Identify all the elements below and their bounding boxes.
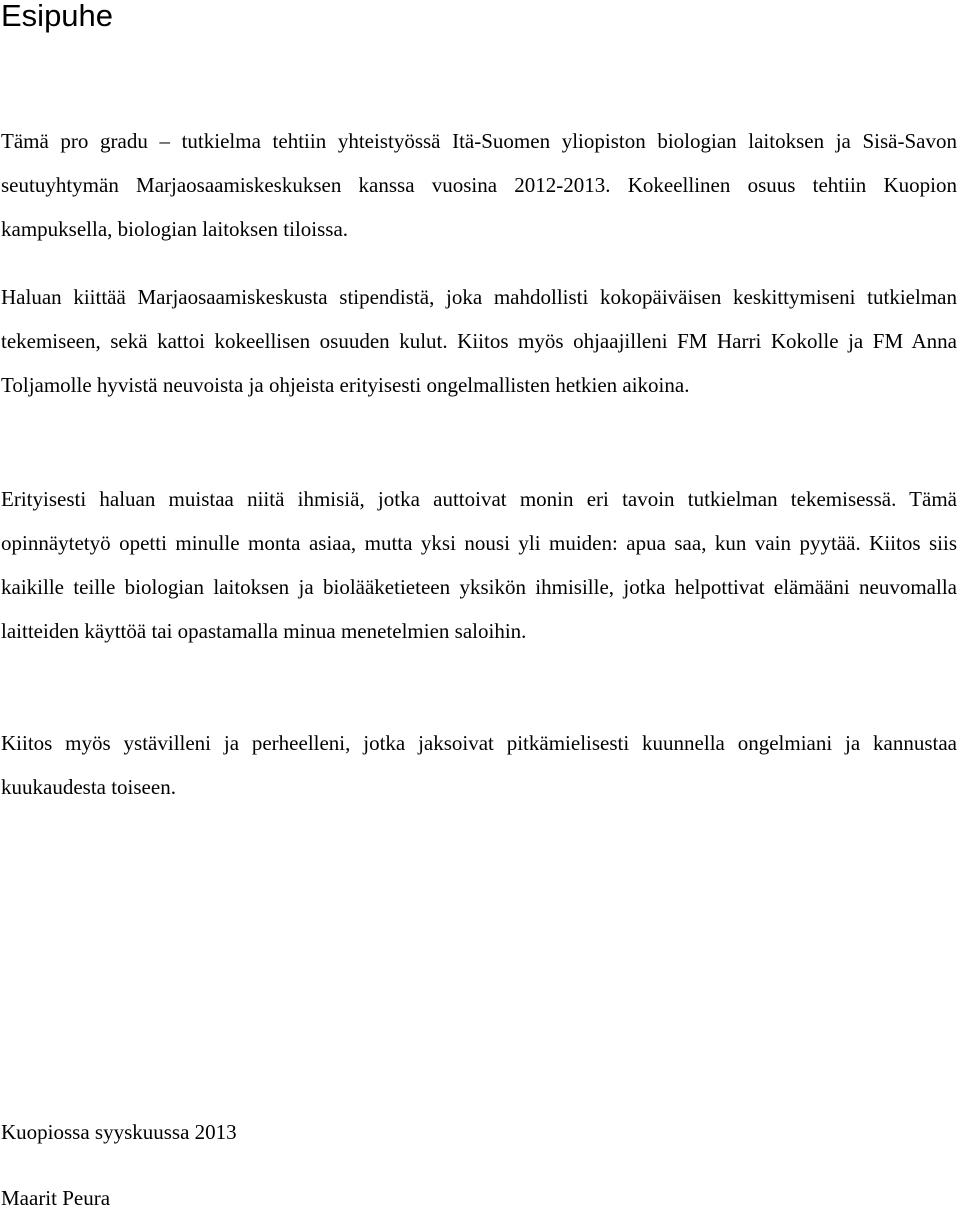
paragraph-collaboration: Tämä pro gradu – tutkielma tehtiin yhteistyössä Itä-Suomen yliopiston biologian laitoksen ja Sisä-Savon seutuyhtymän Marjaosaamiskeskuksen kanssa vuosina 2012-2013. Kokeellinen osuus tehtiin Kuopion kampuksella, biologian laitoksen tiloissa.: [1, 129, 957, 241]
page-title: Esipuhe: [1, 0, 114, 33]
author-signature: Maarit Peura: [1, 1186, 111, 1210]
paragraph-thanks-people: Erityisesti haluan muistaa niitä ihmisiä, jotka auttoivat monin eri tavoin tutkielman tekemisessä. Tämä opinnäytetyö opetti minulle monta asiaa, mutta yksi nousi yli muiden: apua saa, kun vain pyytää. Kiitos siis kaikille teille biologian laitoksen ja biolääketieteen yksikön ihmisille, jotka helpottivat elämääni neuvomalla laitteiden käyttöä tai opastamalla minua menetelmien saloihin.: [1, 487, 957, 643]
paragraph-thanks-funding: Haluan kiittää Marjaosaamiskeskusta stipendistä, joka mahdollisti kokopäiväisen keskittymiseni tutkielman tekemiseen, sekä kattoi kokeellisen osuuden kulut. Kiitos myös ohjaajilleni FM Harri Kokolle ja FM Anna Toljamolle hyvistä neuvoista ja ohjeista erityisesti ongelmallisten hetkien aikoina.: [1, 285, 957, 397]
paragraph-thanks-family: Kiitos myös ystävilleni ja perheelleni, jotka jaksoivat pitkämielisesti kuunnella ongelmiani ja kannustaa kuukaudesta toiseen.: [1, 731, 957, 799]
place-and-date: Kuopiossa syyskuussa 2013: [1, 1120, 237, 1144]
